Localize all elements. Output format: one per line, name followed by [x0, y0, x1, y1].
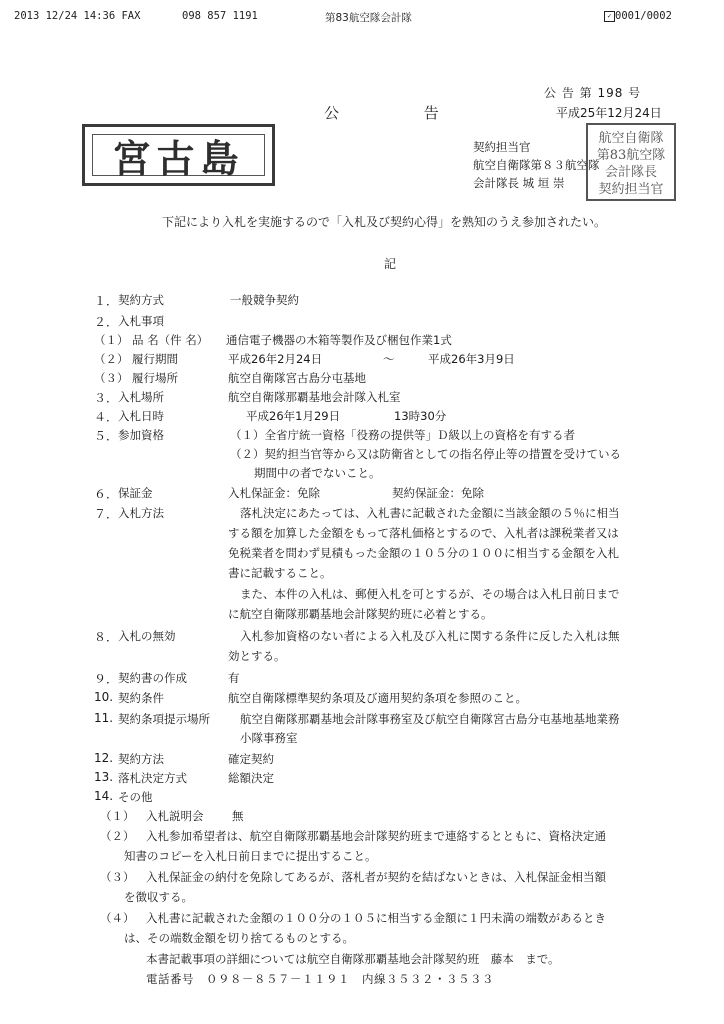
fax-page-icon: ✓: [604, 11, 615, 22]
item-number: ２．: [94, 315, 119, 329]
other-value: 無: [232, 809, 244, 823]
period-to: 平成26年3月9日: [428, 352, 515, 366]
period-separator: ～: [383, 352, 395, 366]
item-number: １．: [94, 294, 119, 308]
officer-title: 契約担当官: [473, 140, 531, 154]
contact-phone: 電話番号 ０９８－８５７－１１９１ 内線３５３２・３５３３: [146, 972, 494, 986]
item-number: 12.: [94, 751, 114, 765]
item-label: 契約書の作成: [118, 671, 187, 685]
other-label: 入札説明会: [146, 809, 204, 823]
other-number: （３）: [100, 870, 135, 884]
bid-date: 平成26年1月29日: [246, 409, 341, 423]
item-value: 航空自衛隊那覇基地会計隊入札室: [228, 390, 401, 404]
method-line: に航空自衛隊那覇基地会計隊契約班に必着とする。: [228, 607, 493, 621]
item-label: 参加資格: [118, 428, 164, 442]
other-line: 知書のコピーを入札日前日までに提出すること。: [124, 849, 377, 863]
bid-time: 13時30分: [394, 409, 447, 423]
item-label: 入札の無効: [118, 629, 176, 643]
official-seal-line: 第83航空隊: [596, 148, 666, 163]
fax-number: 098 857 1191: [182, 10, 258, 22]
item-number: ６．: [94, 487, 119, 501]
qualification-2-cont: 期間中の者でないこと。: [254, 466, 381, 480]
item-number: ３．: [94, 391, 119, 405]
location-stamp: [82, 124, 275, 186]
ki-heading: 記: [384, 257, 397, 271]
other-line: は、その端数金額を切り捨てるものとする。: [124, 931, 354, 945]
method-line: また、本件の入札は、郵便入札を可とするが、その場合は入札日前日まで: [240, 587, 620, 601]
subitem-value: 通信電子機器の木箱等製作及び梱包作業1式: [226, 333, 452, 347]
fax-sender: 第83航空隊会計隊: [325, 12, 412, 24]
official-seal-line: 契約担当官: [598, 182, 664, 197]
item-number: ８．: [94, 630, 119, 644]
item-value: 航空自衛隊標準契約条項及び適用契約条項を参照のこと。: [228, 691, 527, 705]
notice-date: 平成25年12月24日: [556, 106, 662, 120]
qualification-1: （１）全省庁統一資格「役務の提供等」Ｄ級以上の資格を有する者: [230, 428, 575, 442]
item-label: 保証金: [118, 486, 153, 500]
item-label: 契約方式: [118, 293, 164, 307]
location-line: 航空自衛隊那覇基地会計隊事務室及び航空自衛隊宮古島分屯基地基地業務: [240, 712, 620, 726]
fax-page-number: 0001/0002: [615, 10, 672, 22]
subitem-label: 履行期間: [132, 352, 178, 366]
officer-unit: 航空自衛隊第８３航空隊: [473, 158, 600, 172]
item-value: 有: [228, 671, 240, 685]
method-line: 免税業者を問わず見積もった金額の１０５分の１００に相当する金額を入札: [228, 546, 619, 560]
item-label: 契約条項提示場所: [118, 712, 210, 726]
official-seal-line: 航空自衛隊: [598, 131, 664, 146]
item-label: 入札事項: [118, 314, 164, 328]
qualification-2: （２）契約担当官等から又は防衛省としての指名停止等の措置を受けている: [230, 447, 621, 461]
item-value: 一般競争契約: [230, 293, 299, 307]
subitem-value: 航空自衛隊宮古島分屯基地: [228, 371, 366, 385]
item-number: 13.: [94, 770, 114, 784]
contract-deposit: 契約保証金：免除: [392, 486, 484, 500]
item-label: その他: [118, 790, 153, 804]
item-label: 入札方法: [118, 506, 164, 520]
location-stamp-inner: [92, 134, 265, 181]
official-seal-line: 会計隊長: [604, 165, 658, 180]
item-number: 10.: [94, 690, 114, 704]
item-number: 11.: [94, 711, 114, 725]
other-line: 入札保証金の納付を免除してあるが、落札者が契約を結ばないときは、入札保証金相当額: [146, 870, 606, 884]
method-line: 書に記載すること。: [228, 566, 332, 580]
method-line: 落札決定にあたっては、入札書に記載された金額に当該金額の５％に相当: [240, 506, 620, 520]
intro-text: 下記により入札を実施するので「入札及び契約心得」を熟知のうえ参加されたい。: [162, 215, 607, 229]
item-label: 入札場所: [118, 390, 164, 404]
fax-page: [604, 10, 672, 22]
location-line: 小隊事務室: [240, 731, 298, 745]
item-number: ７．: [94, 507, 119, 521]
item-number: ４．: [94, 410, 119, 424]
item-label: 落札決定方式: [118, 771, 187, 785]
method-line: する額を加算した金額をもって落札価格とするので、入札者は課税業者又は: [228, 526, 619, 540]
item-number: 14.: [94, 789, 114, 803]
bid-deposit: 入札保証金：免除: [228, 486, 320, 500]
location-stamp-text: 宮古島: [112, 135, 245, 181]
notice-number: 公 告 第 198 号: [544, 86, 642, 100]
subitem-label: 品 名（件 名）: [132, 333, 209, 347]
other-number: （４）: [100, 911, 135, 925]
other-number: （１）: [100, 809, 135, 823]
contact-line: 本書記載事項の詳細については航空自衛隊那覇基地会計隊契約班 藤本 まで。: [146, 952, 560, 966]
page-title: 公 告: [324, 104, 479, 122]
subitem-number: （１）: [94, 333, 129, 347]
item-label: 契約条件: [118, 691, 164, 705]
fax-datetime: 2013 12/24 14:36 FAX: [14, 10, 141, 22]
subitem-number: （２）: [94, 352, 129, 366]
item-number: ９．: [94, 672, 119, 686]
subitem-label: 履行場所: [132, 371, 178, 385]
subitem-number: （３）: [94, 371, 129, 385]
item-label: 契約方法: [118, 752, 164, 766]
item-value: 総額決定: [228, 771, 274, 785]
official-seal: [585, 122, 677, 202]
other-line: を徴収する。: [124, 890, 193, 904]
period-from: 平成26年2月24日: [228, 352, 323, 366]
invalid-line: 入札参加資格のない者による入札及び入札に関する条件に反した入札は無: [240, 629, 620, 643]
other-line: 入札書に記載された金額の１００分の１０５に相当する金額に１円未満の端数があるとき: [146, 911, 606, 925]
other-line: 入札参加希望者は、航空自衛隊那覇基地会計隊契約班まで連絡するとともに、資格決定通: [146, 829, 606, 843]
other-number: （２）: [100, 829, 135, 843]
item-number: ５．: [94, 429, 119, 443]
item-value: 確定契約: [228, 752, 274, 766]
item-label: 入札日時: [118, 409, 164, 423]
officer-name: 会計隊長 城 垣 崇: [473, 176, 565, 190]
invalid-line: 効とする。: [228, 649, 286, 663]
